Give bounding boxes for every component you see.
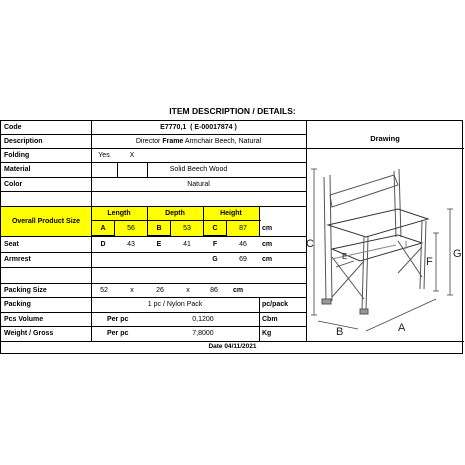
code-ref: ( E-00017874 ): [190, 124, 237, 131]
height-letter: C: [212, 224, 218, 232]
weight-unit: Kg: [262, 330, 272, 337]
seat-d-value: 43: [127, 240, 135, 248]
weight-value: 7,8000: [192, 330, 214, 337]
dim-label-f: F: [426, 256, 433, 268]
weight-label: Weight / Gross: [4, 330, 54, 337]
packing-size-width: 26: [156, 286, 164, 294]
dim-label-a: A: [398, 322, 406, 334]
overall-unit: cm: [262, 224, 273, 232]
material-label: Material: [4, 166, 31, 173]
seat-unit: cm: [262, 240, 273, 248]
pcs-volume-value: 0,1200: [192, 315, 214, 323]
packing-label: Packing: [4, 301, 31, 308]
spec-sheet: [0, 120, 463, 354]
seat-label: Seat: [4, 240, 19, 248]
folding-yes: Yes: [98, 151, 110, 159]
packing-size-unit: cm: [232, 286, 244, 294]
code-number: E7770,1: [160, 124, 187, 131]
document-date: Date 04/11/2021: [208, 343, 257, 351]
pcs-volume-label: Pcs Volume: [4, 315, 44, 323]
description-post: Armchair Beech, Natural: [183, 137, 262, 145]
armrest-label: Armrest: [4, 256, 31, 263]
armrest-unit: cm: [262, 256, 273, 263]
depth-letter: B: [156, 224, 162, 232]
description-bold: Frame: [162, 137, 184, 145]
armrest-g-value: 69: [239, 256, 247, 263]
seat-f-value: 46: [239, 240, 247, 248]
drawing-label: Drawing: [370, 134, 400, 143]
packing-size-x2: x: [186, 286, 190, 294]
description-label: Description: [4, 137, 43, 145]
description-value: [91, 134, 306, 148]
seat-e-value: 41: [183, 240, 191, 248]
length-letter: A: [100, 224, 106, 232]
color-label: Color: [4, 180, 23, 188]
weight-per: Per pc: [107, 330, 129, 337]
depth-header: Depth: [165, 209, 185, 217]
dim-label-b: B: [336, 326, 344, 338]
packing-size-label: Packing Size: [4, 286, 47, 294]
height-value: 87: [239, 224, 247, 232]
dim-label-g: G: [453, 248, 462, 260]
depth-value: 53: [183, 224, 191, 232]
armrest-g-letter: G: [212, 256, 218, 263]
document-title: ITEM DESCRIPTION / DETAILS:: [169, 106, 296, 116]
code-value: [91, 121, 306, 134]
pcs-volume-per: Per pc: [107, 315, 129, 323]
packing-size-x1: x: [130, 286, 134, 294]
seat-d-letter: D: [100, 240, 106, 248]
description-pre: Director: [135, 137, 163, 145]
overall-size-label: Overall Product Size: [11, 217, 81, 225]
packing-value: 1 pc / Nylon Pack: [147, 301, 203, 308]
packing-size-height: 86: [210, 286, 218, 294]
folding-label: Folding: [4, 151, 30, 159]
color-value: Natural: [187, 180, 210, 188]
height-header: Height: [220, 209, 242, 217]
length-value: 56: [127, 224, 135, 232]
pcs-volume-unit: Cbm: [262, 315, 278, 323]
code-label: Code: [4, 124, 22, 131]
packing-unit: pc/pack: [262, 301, 289, 308]
dim-label-c: C: [306, 238, 314, 250]
seat-f-letter: F: [212, 240, 218, 248]
material-value: Solid Beech Wood: [169, 166, 228, 173]
dim-label-e: E: [342, 252, 348, 261]
length-header: Length: [107, 209, 131, 217]
packing-size-length: 52: [100, 286, 108, 294]
folding-mark: X: [129, 151, 135, 159]
chair-drawing: [306, 149, 464, 339]
seat-e-letter: E: [156, 240, 162, 248]
